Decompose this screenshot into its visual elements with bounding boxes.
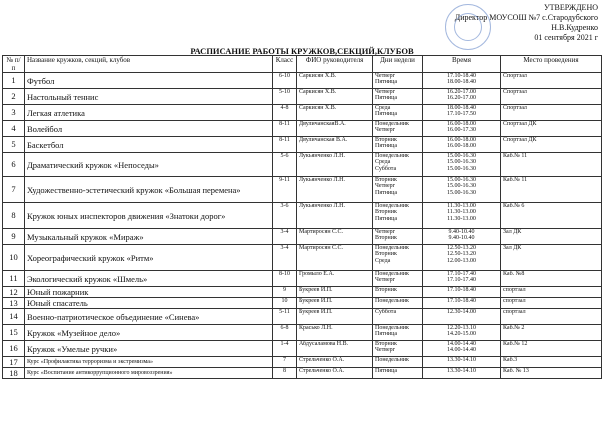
weekdays	[373, 137, 423, 153]
venue: Зал ДК	[501, 229, 602, 245]
weekdays	[373, 73, 423, 89]
weekday: Среда	[375, 257, 391, 264]
time-slot: 18.00-18.40	[447, 105, 476, 111]
weekday: Суббота	[375, 165, 397, 172]
table-row	[3, 287, 602, 298]
table-row	[3, 121, 602, 137]
weekdays	[373, 357, 423, 368]
club-name: Музыкальный кружок «Мираж»	[25, 229, 273, 245]
leader-name: Мартиросян С.С.	[297, 245, 373, 271]
header-days: Дни недели	[373, 56, 423, 73]
time-slot: 16.00-17.30	[447, 127, 476, 134]
time-slot: 14.00-14.40	[447, 341, 476, 347]
approval-director: Директор МОУСОШ №7 с.Стародубского	[454, 13, 598, 22]
time-slots	[423, 73, 501, 89]
row-number: 17	[3, 357, 25, 368]
weekday: Вторник	[375, 287, 397, 293]
row-number: 11	[3, 271, 25, 287]
club-name: Футбол	[25, 73, 273, 89]
table-row	[3, 203, 602, 229]
class-range: 10	[273, 298, 297, 309]
club-name: Хореографический кружок «Ритм»	[25, 245, 273, 271]
weekdays	[373, 177, 423, 203]
time-slot: 15.00-16.30	[447, 159, 476, 166]
weekday: Четверг	[375, 89, 396, 95]
row-number: 3	[3, 105, 25, 121]
venue: Каб.№ 2	[501, 325, 602, 341]
club-name: Драматический кружок «Непоседы»	[25, 153, 273, 177]
time-slots	[423, 357, 501, 368]
leader-name: Абдусаламова Н.В.	[297, 341, 373, 357]
venue: Спортзал	[501, 105, 602, 121]
class-range: 7	[273, 357, 297, 368]
class-range: 8-10	[273, 271, 297, 287]
row-number: 15	[3, 325, 25, 341]
weekday: Пятница	[375, 215, 398, 222]
club-name: Настольный теннис	[25, 89, 273, 105]
time-slot: 17.10-18.40	[447, 73, 476, 79]
schedule-table	[2, 55, 602, 379]
time-slot: 13.30-14.10	[447, 368, 476, 374]
table-row	[3, 341, 602, 357]
class-range: 8-11	[273, 137, 297, 153]
time-slot: 16.00-18.00	[447, 143, 476, 150]
table-row	[3, 309, 602, 325]
row-number: 12	[3, 287, 25, 298]
venue: Спортзал ДК	[501, 121, 602, 137]
leader-name: Букреев И.П.	[297, 287, 373, 298]
weekday: Понедельник	[375, 245, 409, 251]
weekdays	[373, 203, 423, 229]
row-number: 4	[3, 121, 25, 137]
time-slot: 17.10-17.50	[447, 111, 476, 118]
time-slot: 12.30-14.00	[447, 309, 476, 315]
class-range: 8-11	[273, 121, 297, 137]
club-name: Кружок «Умелые ручки»	[25, 341, 273, 357]
venue: спортзал	[501, 287, 602, 298]
weekday: Четверг	[375, 183, 396, 190]
leader-name: Букреев И.П.	[297, 309, 373, 325]
table-header-row	[3, 56, 602, 73]
class-range: 3-4	[273, 245, 297, 271]
class-range: 1-4	[273, 341, 297, 357]
weekday: Вторник	[375, 177, 397, 183]
weekday: Пятница	[375, 79, 398, 86]
header-time: Время	[423, 56, 501, 73]
time-slots	[423, 309, 501, 325]
venue: Спортзал ДК	[501, 137, 602, 153]
weekdays	[373, 287, 423, 298]
class-range: 9	[273, 287, 297, 298]
time-slot: 12.50-13.20	[447, 245, 476, 251]
leader-name: Саркисян Х.В.	[297, 105, 373, 121]
club-name: Художественно-эстетический кружок «Большая перемена»	[25, 177, 273, 203]
weekday: Вторник	[375, 235, 397, 242]
time-slots	[423, 89, 501, 105]
weekday: Среда	[375, 159, 391, 166]
club-name: Легкая атлетика	[25, 105, 273, 121]
venue: Каб.№ 12	[501, 341, 602, 357]
leader-name: Букреев И.П.	[297, 298, 373, 309]
row-number: 14	[3, 309, 25, 325]
weekday: Пятница	[375, 111, 398, 118]
row-number: 18	[3, 368, 25, 379]
approval-heading: УТВЕРЖДЕНО	[543, 3, 598, 12]
club-name: Волейбол	[25, 121, 273, 137]
leader-name: ДвуличанскаяВ.А.	[297, 121, 373, 137]
leader-name: Громыло Е.А.	[297, 271, 373, 287]
leader-name: Красько Л.Н.	[297, 325, 373, 341]
time-slots	[423, 229, 501, 245]
venue: спортзал	[501, 309, 602, 325]
row-number: 13	[3, 298, 25, 309]
row-number: 8	[3, 203, 25, 229]
leader-name: Двуличанская В.А.	[297, 137, 373, 153]
row-number: 1	[3, 73, 25, 89]
class-range: 4-8	[273, 105, 297, 121]
time-slot: 17.10-18.40	[447, 298, 476, 304]
weekdays	[373, 325, 423, 341]
time-slot: 15.00-16.30	[447, 183, 476, 190]
club-name: Баскетбол	[25, 137, 273, 153]
weekday: Четверг	[375, 277, 396, 284]
club-name: Юный пожарник	[25, 287, 273, 298]
weekday: Пятница	[375, 368, 398, 374]
time-slots	[423, 368, 501, 379]
time-slot: 13.30-14.10	[447, 357, 476, 363]
weekday: Четверг	[375, 73, 396, 79]
leader-name: Мартиросян С.С.	[297, 229, 373, 245]
time-slot: 15.00-16.30	[447, 177, 476, 183]
header-name: Название кружков, секций, клубов	[25, 56, 273, 73]
approval-signer: Н.В.Кудренко	[551, 23, 598, 32]
time-slot: 17.10-18.40	[447, 287, 476, 293]
venue: Каб. № 13	[501, 368, 602, 379]
weekday: Пятница	[375, 143, 398, 150]
time-slot: 15.00-16.30	[447, 165, 476, 172]
time-slot: 18.00-18.40	[447, 79, 476, 86]
club-name: Курс «Воспитание антикоррупционного мировоззрения»	[25, 368, 273, 379]
weekdays	[373, 229, 423, 245]
weekday: Понедельник	[375, 357, 409, 363]
time-slots	[423, 325, 501, 341]
club-name: Кружок «Музейное дело»	[25, 325, 273, 341]
time-slot: 12.20-13.10	[447, 325, 476, 331]
time-slot: 14.20-15.00	[447, 331, 476, 338]
header-leader: ФИО руководителя	[297, 56, 373, 73]
time-slot: 11.30-13.00	[447, 203, 476, 209]
time-slots	[423, 121, 501, 137]
row-number: 5	[3, 137, 25, 153]
row-number: 16	[3, 341, 25, 357]
header-class: Класс	[273, 56, 297, 73]
time-slot: 9.40-10.40	[448, 229, 475, 235]
weekdays	[373, 89, 423, 105]
weekday: Четверг	[375, 127, 396, 134]
document-title: РАСПИСАНИЕ РАБОТЫ КРУЖКОВ,СЕКЦИЙ,КЛУБОВ	[190, 46, 414, 56]
weekday: Понедельник	[375, 271, 409, 277]
time-slot: 16.20-17.00	[447, 95, 476, 102]
leader-name: Стрельченко О.А.	[297, 357, 373, 368]
table-row	[3, 368, 602, 379]
venue: Каб.№ 11	[501, 153, 602, 177]
leader-name: Лукьянченко Л.Н.	[297, 203, 373, 229]
leader-name: Стрельченко О.А.	[297, 368, 373, 379]
school-seal-stamp	[445, 4, 491, 50]
class-range: 5-6	[273, 153, 297, 177]
venue: Зал ДК	[501, 245, 602, 271]
time-slots	[423, 137, 501, 153]
table-row	[3, 89, 602, 105]
class-range: 6-8	[273, 325, 297, 341]
class-range: 8	[273, 368, 297, 379]
table-row	[3, 271, 602, 287]
row-number: 2	[3, 89, 25, 105]
leader-name: Лукьянченко Л.Н.	[297, 177, 373, 203]
weekdays	[373, 271, 423, 287]
time-slots	[423, 105, 501, 121]
weekdays	[373, 341, 423, 357]
weekdays	[373, 309, 423, 325]
weekdays	[373, 368, 423, 379]
weekday: Вторник	[375, 251, 397, 258]
header-place: Место проведения	[501, 56, 602, 73]
table-row	[3, 325, 602, 341]
weekday: Понедельник	[375, 121, 409, 127]
time-slots	[423, 203, 501, 229]
venue: Спортзал	[501, 89, 602, 105]
table-row	[3, 357, 602, 368]
time-slot: 15.00-16.30	[447, 189, 476, 196]
row-number: 7	[3, 177, 25, 203]
weekday: Среда	[375, 105, 391, 111]
table-row	[3, 137, 602, 153]
club-name: Военно-патриотическое объединение «Синева»	[25, 309, 273, 325]
time-slot: 17.10-17.40	[447, 277, 476, 284]
row-number: 9	[3, 229, 25, 245]
row-number: 6	[3, 153, 25, 177]
time-slot: 11.30-13.00	[447, 209, 476, 216]
table-row	[3, 177, 602, 203]
weekday: Вторник	[375, 341, 397, 347]
weekday: Понедельник	[375, 298, 409, 304]
time-slots	[423, 341, 501, 357]
approval-date: 01 сентября 2021 г	[534, 33, 598, 42]
club-name: Юный спасатель	[25, 298, 273, 309]
time-slot: 17.10-17.40	[447, 271, 476, 277]
weekdays	[373, 121, 423, 137]
table-row	[3, 73, 602, 89]
time-slots	[423, 245, 501, 271]
table-row	[3, 298, 602, 309]
class-range: 9-11	[273, 177, 297, 203]
weekday: Пятница	[375, 189, 398, 196]
weekday: Понедельник	[375, 153, 409, 159]
weekday: Четверг	[375, 229, 396, 235]
venue: Каб.3	[501, 357, 602, 368]
club-name: Кружок юных инспекторов движения «Знатоки дорог»	[25, 203, 273, 229]
club-name: Экологический кружок «Шмель»	[25, 271, 273, 287]
venue: Каб.№ 11	[501, 177, 602, 203]
leader-name: Лукьянченко Л.Н.	[297, 153, 373, 177]
row-number: 10	[3, 245, 25, 271]
class-range: 3-4	[273, 229, 297, 245]
weekdays	[373, 105, 423, 121]
class-range: 5-11	[273, 309, 297, 325]
weekday: Вторник	[375, 209, 397, 216]
class-range: 5-10	[273, 89, 297, 105]
venue: спортзал	[501, 298, 602, 309]
time-slots	[423, 153, 501, 177]
venue: Каб. №8	[501, 271, 602, 287]
leader-name: Саркисян Х.В.	[297, 89, 373, 105]
weekday: Пятница	[375, 95, 398, 102]
club-name: Курс «Профилактика терроризма и экстремизма»	[25, 357, 273, 368]
weekdays	[373, 298, 423, 309]
header-num: № п/п	[3, 56, 25, 73]
weekday: Пятница	[375, 331, 398, 338]
weekday: Понедельник	[375, 203, 409, 209]
table-row	[3, 245, 602, 271]
table-row	[3, 105, 602, 121]
leader-name: Саркисян Х.В.	[297, 73, 373, 89]
time-slot: 15.00-16.30	[447, 153, 476, 159]
time-slots	[423, 287, 501, 298]
venue: Спортзал	[501, 73, 602, 89]
time-slot: 11.30-13.00	[447, 215, 476, 222]
time-slot: 14.00-14.40	[447, 347, 476, 354]
time-slot: 16.00-18.00	[447, 121, 476, 127]
time-slot: 12.00-13.00	[447, 257, 476, 264]
table-row	[3, 153, 602, 177]
weekdays	[373, 153, 423, 177]
weekday: Четверг	[375, 347, 396, 354]
time-slot: 16.00-18.00	[447, 137, 476, 143]
time-slots	[423, 298, 501, 309]
weekday: Понедельник	[375, 325, 409, 331]
table-row	[3, 229, 602, 245]
time-slot: 9.40-10.40	[448, 235, 475, 242]
weekday: Суббота	[375, 309, 397, 315]
class-range: 6-10	[273, 73, 297, 89]
class-range: 3-6	[273, 203, 297, 229]
time-slot: 16.20-17.00	[447, 89, 476, 95]
weekday: Вторник	[375, 137, 397, 143]
weekdays	[373, 245, 423, 271]
time-slot: 12.50-13.20	[447, 251, 476, 258]
venue: Каб.№ 6	[501, 203, 602, 229]
time-slots	[423, 177, 501, 203]
time-slots	[423, 271, 501, 287]
